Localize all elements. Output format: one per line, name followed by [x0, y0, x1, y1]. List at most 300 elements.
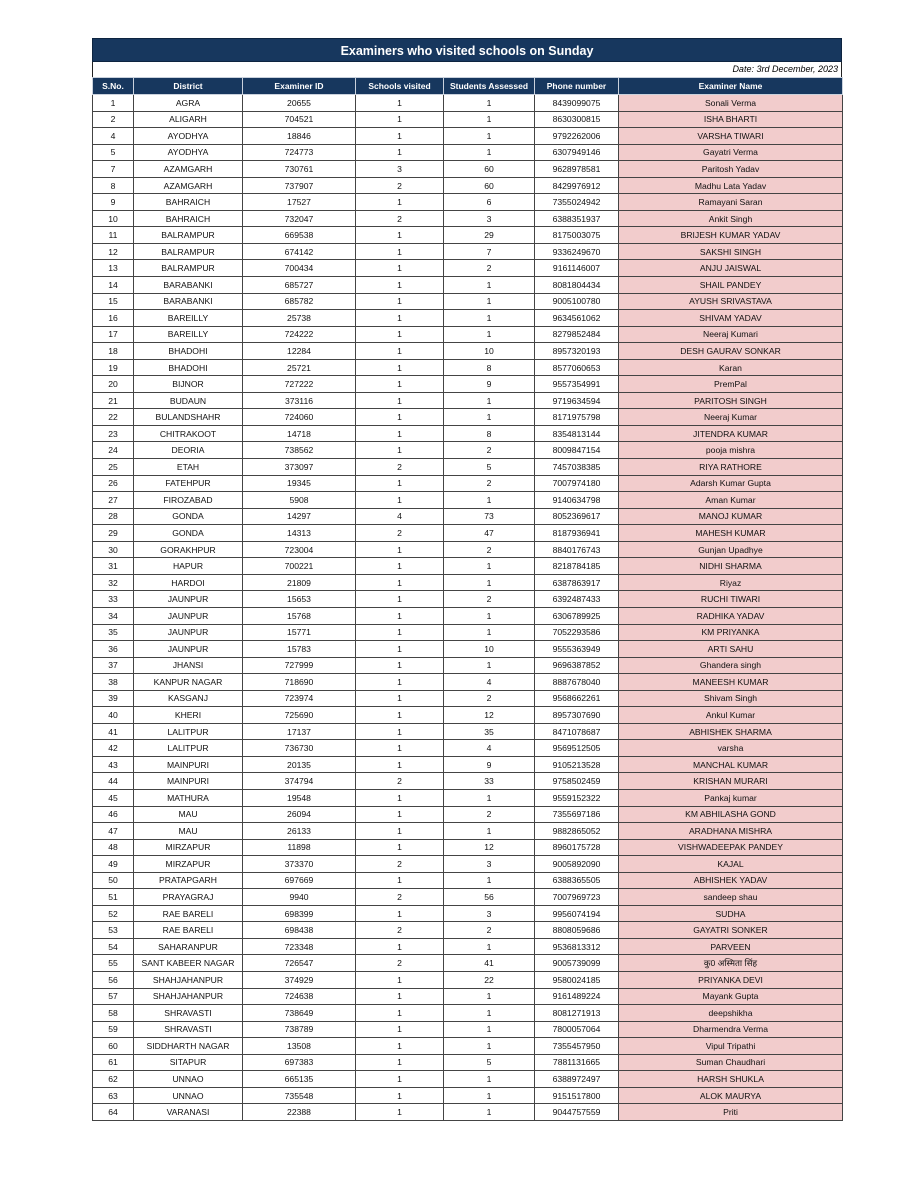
cell-examiner-id: 724773: [243, 144, 356, 161]
cell-district: BARABANKI: [134, 293, 243, 310]
cell-examiner-id: 665135: [243, 1071, 356, 1088]
report-date: Date: 3rd December, 2023: [92, 62, 842, 77]
cell-schools-visited: 1: [356, 1087, 444, 1104]
table-row: [93, 1071, 843, 1088]
cell-phone: 9005892090: [535, 856, 619, 873]
examiners-table: [92, 77, 843, 1121]
cell-schools-visited: 4: [356, 508, 444, 525]
cell-phone: 9151517800: [535, 1087, 619, 1104]
cell-district: SHRAVASTI: [134, 1005, 243, 1022]
col-header-sno: S.No.: [93, 78, 134, 95]
cell-students-assessed: 56: [444, 889, 535, 906]
table-row: [93, 508, 843, 525]
cell-sno: 9: [93, 194, 134, 211]
cell-examiner-id: 732047: [243, 210, 356, 227]
cell-schools-visited: 1: [356, 574, 444, 591]
cell-district: DEORIA: [134, 442, 243, 459]
cell-sno: 27: [93, 492, 134, 509]
cell-schools-visited: 3: [356, 161, 444, 178]
table-row: [93, 756, 843, 773]
cell-students-assessed: 1: [444, 492, 535, 509]
cell-students-assessed: 1: [444, 293, 535, 310]
cell-phone: 9758502459: [535, 773, 619, 790]
cell-district: SANT KABEER NAGAR: [134, 955, 243, 972]
cell-phone: 7355457950: [535, 1038, 619, 1055]
cell-schools-visited: 1: [356, 938, 444, 955]
cell-examiner-name: SHIVAM YADAV: [619, 310, 843, 327]
cell-schools-visited: 1: [356, 392, 444, 409]
cell-phone: 9140634798: [535, 492, 619, 509]
cell-phone: 8887678040: [535, 674, 619, 691]
table-row: [93, 111, 843, 128]
cell-sno: 21: [93, 392, 134, 409]
cell-phone: 8957307690: [535, 707, 619, 724]
cell-sno: 16: [93, 310, 134, 327]
cell-examiner-name: PARVEEN: [619, 938, 843, 955]
cell-students-assessed: 4: [444, 740, 535, 757]
table-row: [93, 144, 843, 161]
table-row: [93, 971, 843, 988]
cell-schools-visited: 1: [356, 607, 444, 624]
cell-schools-visited: 1: [356, 359, 444, 376]
cell-sno: 58: [93, 1005, 134, 1022]
cell-district: KASGANJ: [134, 690, 243, 707]
cell-schools-visited: 1: [356, 409, 444, 426]
cell-schools-visited: 1: [356, 657, 444, 674]
cell-district: FATEHPUR: [134, 475, 243, 492]
cell-examiner-name: ABHISHEK SHARMA: [619, 723, 843, 740]
cell-sno: 23: [93, 425, 134, 442]
cell-phone: 9882865052: [535, 823, 619, 840]
cell-examiner-name: Ankul Kumar: [619, 707, 843, 724]
cell-students-assessed: 8: [444, 425, 535, 442]
cell-schools-visited: 1: [356, 376, 444, 393]
cell-examiner-id: 737907: [243, 177, 356, 194]
cell-schools-visited: 1: [356, 541, 444, 558]
cell-examiner-id: 724060: [243, 409, 356, 426]
cell-schools-visited: 1: [356, 823, 444, 840]
cell-district: UNNAO: [134, 1071, 243, 1088]
cell-district: KHERI: [134, 707, 243, 724]
cell-phone: 9105213528: [535, 756, 619, 773]
cell-examiner-name: Pankaj kumar: [619, 789, 843, 806]
cell-students-assessed: 2: [444, 690, 535, 707]
cell-district: MAU: [134, 823, 243, 840]
cell-examiner-name: Adarsh Kumar Gupta: [619, 475, 843, 492]
cell-phone: 7881131665: [535, 1054, 619, 1071]
cell-examiner-name: sandeep shau: [619, 889, 843, 906]
cell-students-assessed: 1: [444, 607, 535, 624]
cell-students-assessed: 6: [444, 194, 535, 211]
cell-schools-visited: 2: [356, 210, 444, 227]
cell-phone: 6388351937: [535, 210, 619, 227]
cell-examiner-name: ABHISHEK YADAV: [619, 872, 843, 889]
cell-examiner-id: 697383: [243, 1054, 356, 1071]
cell-phone: 9044757559: [535, 1104, 619, 1121]
table-row: [93, 409, 843, 426]
cell-students-assessed: 10: [444, 641, 535, 658]
table-row: [93, 1087, 843, 1104]
cell-schools-visited: 1: [356, 111, 444, 128]
table-row: [93, 210, 843, 227]
cell-examiner-id: 9940: [243, 889, 356, 906]
cell-examiner-id: 698438: [243, 922, 356, 939]
cell-examiner-id: 704521: [243, 111, 356, 128]
table-row: [93, 310, 843, 327]
cell-schools-visited: 1: [356, 442, 444, 459]
cell-phone: 9161489224: [535, 988, 619, 1005]
cell-schools-visited: 2: [356, 177, 444, 194]
table-row: [93, 293, 843, 310]
cell-students-assessed: 1: [444, 574, 535, 591]
cell-schools-visited: 1: [356, 789, 444, 806]
cell-students-assessed: 29: [444, 227, 535, 244]
cell-district: JAUNPUR: [134, 591, 243, 608]
table-row: [93, 161, 843, 178]
cell-schools-visited: 1: [356, 624, 444, 641]
table-row: [93, 657, 843, 674]
cell-examiner-name: RADHIKA YADAV: [619, 607, 843, 624]
cell-examiner-name: pooja mishra: [619, 442, 843, 459]
cell-students-assessed: 2: [444, 475, 535, 492]
cell-schools-visited: 1: [356, 343, 444, 360]
cell-phone: 8081271913: [535, 1005, 619, 1022]
table-row: [93, 1005, 843, 1022]
cell-phone: 8840176743: [535, 541, 619, 558]
cell-students-assessed: 1: [444, 326, 535, 343]
cell-sno: 31: [93, 558, 134, 575]
cell-examiner-id: 738649: [243, 1005, 356, 1022]
cell-sno: 55: [93, 955, 134, 972]
table-row: [93, 459, 843, 476]
table-row: [93, 707, 843, 724]
cell-district: SHRAVASTI: [134, 1021, 243, 1038]
cell-examiner-id: 726547: [243, 955, 356, 972]
cell-schools-visited: 1: [356, 326, 444, 343]
cell-examiner-id: 736730: [243, 740, 356, 757]
cell-district: SAHARANPUR: [134, 938, 243, 955]
cell-examiner-name: ANJU JAISWAL: [619, 260, 843, 277]
table-row: [93, 806, 843, 823]
cell-examiner-name: ALOK MAURYA: [619, 1087, 843, 1104]
cell-students-assessed: 60: [444, 177, 535, 194]
table-row: [93, 492, 843, 509]
cell-examiner-name: KRISHAN MURARI: [619, 773, 843, 790]
table-row: [93, 392, 843, 409]
table-row: [93, 773, 843, 790]
cell-sno: 32: [93, 574, 134, 591]
cell-sno: 40: [93, 707, 134, 724]
cell-district: PRAYAGRAJ: [134, 889, 243, 906]
cell-district: BIJNOR: [134, 376, 243, 393]
cell-sno: 33: [93, 591, 134, 608]
cell-district: VARANASI: [134, 1104, 243, 1121]
cell-students-assessed: 1: [444, 111, 535, 128]
cell-district: HARDOI: [134, 574, 243, 591]
cell-schools-visited: 1: [356, 641, 444, 658]
cell-examiner-name: Sonali Verma: [619, 95, 843, 112]
cell-examiner-id: 735548: [243, 1087, 356, 1104]
cell-schools-visited: 1: [356, 293, 444, 310]
cell-phone: 8957320193: [535, 343, 619, 360]
cell-examiner-id: 723004: [243, 541, 356, 558]
table-row: [93, 475, 843, 492]
cell-schools-visited: 1: [356, 277, 444, 294]
cell-students-assessed: 4: [444, 674, 535, 691]
cell-examiner-name: Priti: [619, 1104, 843, 1121]
table-row: [93, 674, 843, 691]
col-header-examiner-name: Examiner Name: [619, 78, 843, 95]
table-row: [93, 823, 843, 840]
cell-examiner-name: DESH GAURAV SONKAR: [619, 343, 843, 360]
cell-schools-visited: 1: [356, 95, 444, 112]
cell-students-assessed: 5: [444, 1054, 535, 1071]
table-row: [93, 558, 843, 575]
cell-schools-visited: 1: [356, 971, 444, 988]
cell-examiner-name: Gunjan Upadhye: [619, 541, 843, 558]
table-row: [93, 277, 843, 294]
cell-phone: 6306789925: [535, 607, 619, 624]
sheet-title: Examiners who visited schools on Sunday: [92, 38, 842, 62]
cell-sno: 15: [93, 293, 134, 310]
cell-district: HAPUR: [134, 558, 243, 575]
cell-sno: 51: [93, 889, 134, 906]
table-row: [93, 177, 843, 194]
cell-examiner-name: Paritosh Yadav: [619, 161, 843, 178]
cell-phone: 8630300815: [535, 111, 619, 128]
table-row: [93, 1021, 843, 1038]
cell-examiner-id: 20135: [243, 756, 356, 773]
cell-sno: 50: [93, 872, 134, 889]
col-header-district: District: [134, 78, 243, 95]
cell-students-assessed: 1: [444, 95, 535, 112]
cell-district: RAE BARELI: [134, 922, 243, 939]
table-row: [93, 95, 843, 112]
cell-phone: 9555363949: [535, 641, 619, 658]
cell-sno: 53: [93, 922, 134, 939]
cell-schools-visited: 1: [356, 260, 444, 277]
cell-district: BUDAUN: [134, 392, 243, 409]
cell-phone: 7457038385: [535, 459, 619, 476]
cell-examiner-id: 26133: [243, 823, 356, 840]
cell-examiner-name: Ghandera singh: [619, 657, 843, 674]
cell-students-assessed: 1: [444, 624, 535, 641]
cell-examiner-id: 26094: [243, 806, 356, 823]
cell-examiner-id: 15653: [243, 591, 356, 608]
cell-examiner-id: 725690: [243, 707, 356, 724]
cell-district: GORAKHPUR: [134, 541, 243, 558]
table-row: [93, 442, 843, 459]
cell-sno: 39: [93, 690, 134, 707]
cell-examiner-name: कु0 अस्मिता सिंह: [619, 955, 843, 972]
cell-students-assessed: 1: [444, 1087, 535, 1104]
cell-phone: 9792262006: [535, 128, 619, 145]
cell-phone: 9557354991: [535, 376, 619, 393]
cell-examiner-name: MANOJ KUMAR: [619, 508, 843, 525]
cell-examiner-name: Ramayani Saran: [619, 194, 843, 211]
cell-sno: 43: [93, 756, 134, 773]
cell-schools-visited: 2: [356, 856, 444, 873]
cell-sno: 44: [93, 773, 134, 790]
cell-district: JAUNPUR: [134, 624, 243, 641]
cell-students-assessed: 7: [444, 243, 535, 260]
cell-sno: 4: [93, 128, 134, 145]
cell-examiner-id: 20655: [243, 95, 356, 112]
cell-district: AYODHYA: [134, 128, 243, 145]
col-header-phone: Phone number: [535, 78, 619, 95]
cell-examiner-name: Shivam Singh: [619, 690, 843, 707]
cell-students-assessed: 1: [444, 409, 535, 426]
cell-district: BHADOHI: [134, 343, 243, 360]
cell-examiner-name: ARTI SAHU: [619, 641, 843, 658]
cell-phone: 8171975798: [535, 409, 619, 426]
table-row: [93, 955, 843, 972]
cell-schools-visited: 1: [356, 1005, 444, 1022]
cell-schools-visited: 1: [356, 905, 444, 922]
cell-district: SHAHJAHANPUR: [134, 988, 243, 1005]
cell-district: JAUNPUR: [134, 641, 243, 658]
cell-students-assessed: 33: [444, 773, 535, 790]
cell-phone: 9336249670: [535, 243, 619, 260]
table-row: [93, 128, 843, 145]
cell-students-assessed: 10: [444, 343, 535, 360]
cell-students-assessed: 1: [444, 392, 535, 409]
cell-schools-visited: 1: [356, 690, 444, 707]
cell-sno: 5: [93, 144, 134, 161]
cell-phone: 9956074194: [535, 905, 619, 922]
cell-schools-visited: 2: [356, 773, 444, 790]
cell-schools-visited: 1: [356, 243, 444, 260]
cell-sno: 18: [93, 343, 134, 360]
cell-examiner-name: Karan: [619, 359, 843, 376]
cell-examiner-id: 727999: [243, 657, 356, 674]
cell-phone: 8187936941: [535, 525, 619, 542]
cell-district: KANPUR NAGAR: [134, 674, 243, 691]
cell-schools-visited: 1: [356, 227, 444, 244]
cell-district: BALRAMPUR: [134, 227, 243, 244]
cell-examiner-name: PremPal: [619, 376, 843, 393]
cell-examiner-name: MANCHAL KUMAR: [619, 756, 843, 773]
cell-sno: 12: [93, 243, 134, 260]
cell-examiner-id: 14313: [243, 525, 356, 542]
cell-examiner-id: 374794: [243, 773, 356, 790]
cell-schools-visited: 1: [356, 723, 444, 740]
cell-examiner-id: 17527: [243, 194, 356, 211]
cell-examiner-name: KAJAL: [619, 856, 843, 873]
cell-district: MIRZAPUR: [134, 856, 243, 873]
cell-sno: 49: [93, 856, 134, 873]
cell-students-assessed: 47: [444, 525, 535, 542]
cell-examiner-name: RUCHI TIWARI: [619, 591, 843, 608]
cell-district: MATHURA: [134, 789, 243, 806]
cell-examiner-name: HARSH SHUKLA: [619, 1071, 843, 1088]
cell-phone: 6387863917: [535, 574, 619, 591]
cell-examiner-id: 11898: [243, 839, 356, 856]
cell-examiner-id: 18846: [243, 128, 356, 145]
cell-district: ETAH: [134, 459, 243, 476]
cell-phone: 9719634594: [535, 392, 619, 409]
table-row: [93, 856, 843, 873]
cell-district: BAHRAICH: [134, 210, 243, 227]
cell-sno: 7: [93, 161, 134, 178]
cell-examiner-id: 724222: [243, 326, 356, 343]
cell-students-assessed: 1: [444, 1104, 535, 1121]
cell-phone: 8439099075: [535, 95, 619, 112]
cell-sno: 64: [93, 1104, 134, 1121]
cell-district: CHITRAKOOT: [134, 425, 243, 442]
cell-examiner-name: deepshikha: [619, 1005, 843, 1022]
cell-schools-visited: 2: [356, 459, 444, 476]
cell-phone: 9536813312: [535, 938, 619, 955]
cell-examiner-name: Mayank Gupta: [619, 988, 843, 1005]
cell-sno: 38: [93, 674, 134, 691]
table-row: [93, 872, 843, 889]
cell-schools-visited: 1: [356, 839, 444, 856]
table-row: [93, 574, 843, 591]
cell-sno: 26: [93, 475, 134, 492]
cell-district: SHAHJAHANPUR: [134, 971, 243, 988]
cell-examiner-name: GAYATRI SONKER: [619, 922, 843, 939]
cell-examiner-name: SHAIL PANDEY: [619, 277, 843, 294]
table-row: [93, 1054, 843, 1071]
cell-schools-visited: 2: [356, 889, 444, 906]
cell-examiner-name: VARSHA TIWARI: [619, 128, 843, 145]
cell-district: SITAPUR: [134, 1054, 243, 1071]
cell-schools-visited: 1: [356, 674, 444, 691]
cell-district: BHADOHI: [134, 359, 243, 376]
cell-district: BULANDSHAHR: [134, 409, 243, 426]
cell-sno: 63: [93, 1087, 134, 1104]
cell-phone: 7355024942: [535, 194, 619, 211]
cell-district: SIDDHARTH NAGAR: [134, 1038, 243, 1055]
cell-schools-visited: 1: [356, 492, 444, 509]
cell-schools-visited: 1: [356, 872, 444, 889]
cell-district: MAINPURI: [134, 773, 243, 790]
cell-students-assessed: 1: [444, 988, 535, 1005]
cell-phone: 9568662261: [535, 690, 619, 707]
cell-examiner-id: 674142: [243, 243, 356, 260]
cell-examiner-id: 15768: [243, 607, 356, 624]
cell-sno: 24: [93, 442, 134, 459]
cell-examiner-id: 25738: [243, 310, 356, 327]
cell-phone: 6388972497: [535, 1071, 619, 1088]
cell-examiner-name: NIDHI SHARMA: [619, 558, 843, 575]
cell-examiner-name: Gayatri Verma: [619, 144, 843, 161]
cell-examiner-id: 25721: [243, 359, 356, 376]
cell-examiner-name: MANEESH KUMAR: [619, 674, 843, 691]
cell-examiner-id: 718690: [243, 674, 356, 691]
cell-sno: 29: [93, 525, 134, 542]
cell-schools-visited: 1: [356, 988, 444, 1005]
cell-examiner-name: MAHESH KUMAR: [619, 525, 843, 542]
cell-sno: 1: [93, 95, 134, 112]
cell-schools-visited: 1: [356, 756, 444, 773]
cell-schools-visited: 1: [356, 194, 444, 211]
cell-phone: 6392487433: [535, 591, 619, 608]
cell-sno: 60: [93, 1038, 134, 1055]
cell-sno: 11: [93, 227, 134, 244]
cell-examiner-name: KM ABHILASHA GOND: [619, 806, 843, 823]
cell-schools-visited: 1: [356, 310, 444, 327]
cell-schools-visited: 1: [356, 1038, 444, 1055]
cell-examiner-name: AYUSH SRIVASTAVA: [619, 293, 843, 310]
cell-students-assessed: 1: [444, 1021, 535, 1038]
cell-examiner-name: VISHWADEEPAK PANDEY: [619, 839, 843, 856]
cell-examiner-name: Ankit Singh: [619, 210, 843, 227]
cell-phone: 6307949146: [535, 144, 619, 161]
table-row: [93, 260, 843, 277]
cell-schools-visited: 1: [356, 144, 444, 161]
